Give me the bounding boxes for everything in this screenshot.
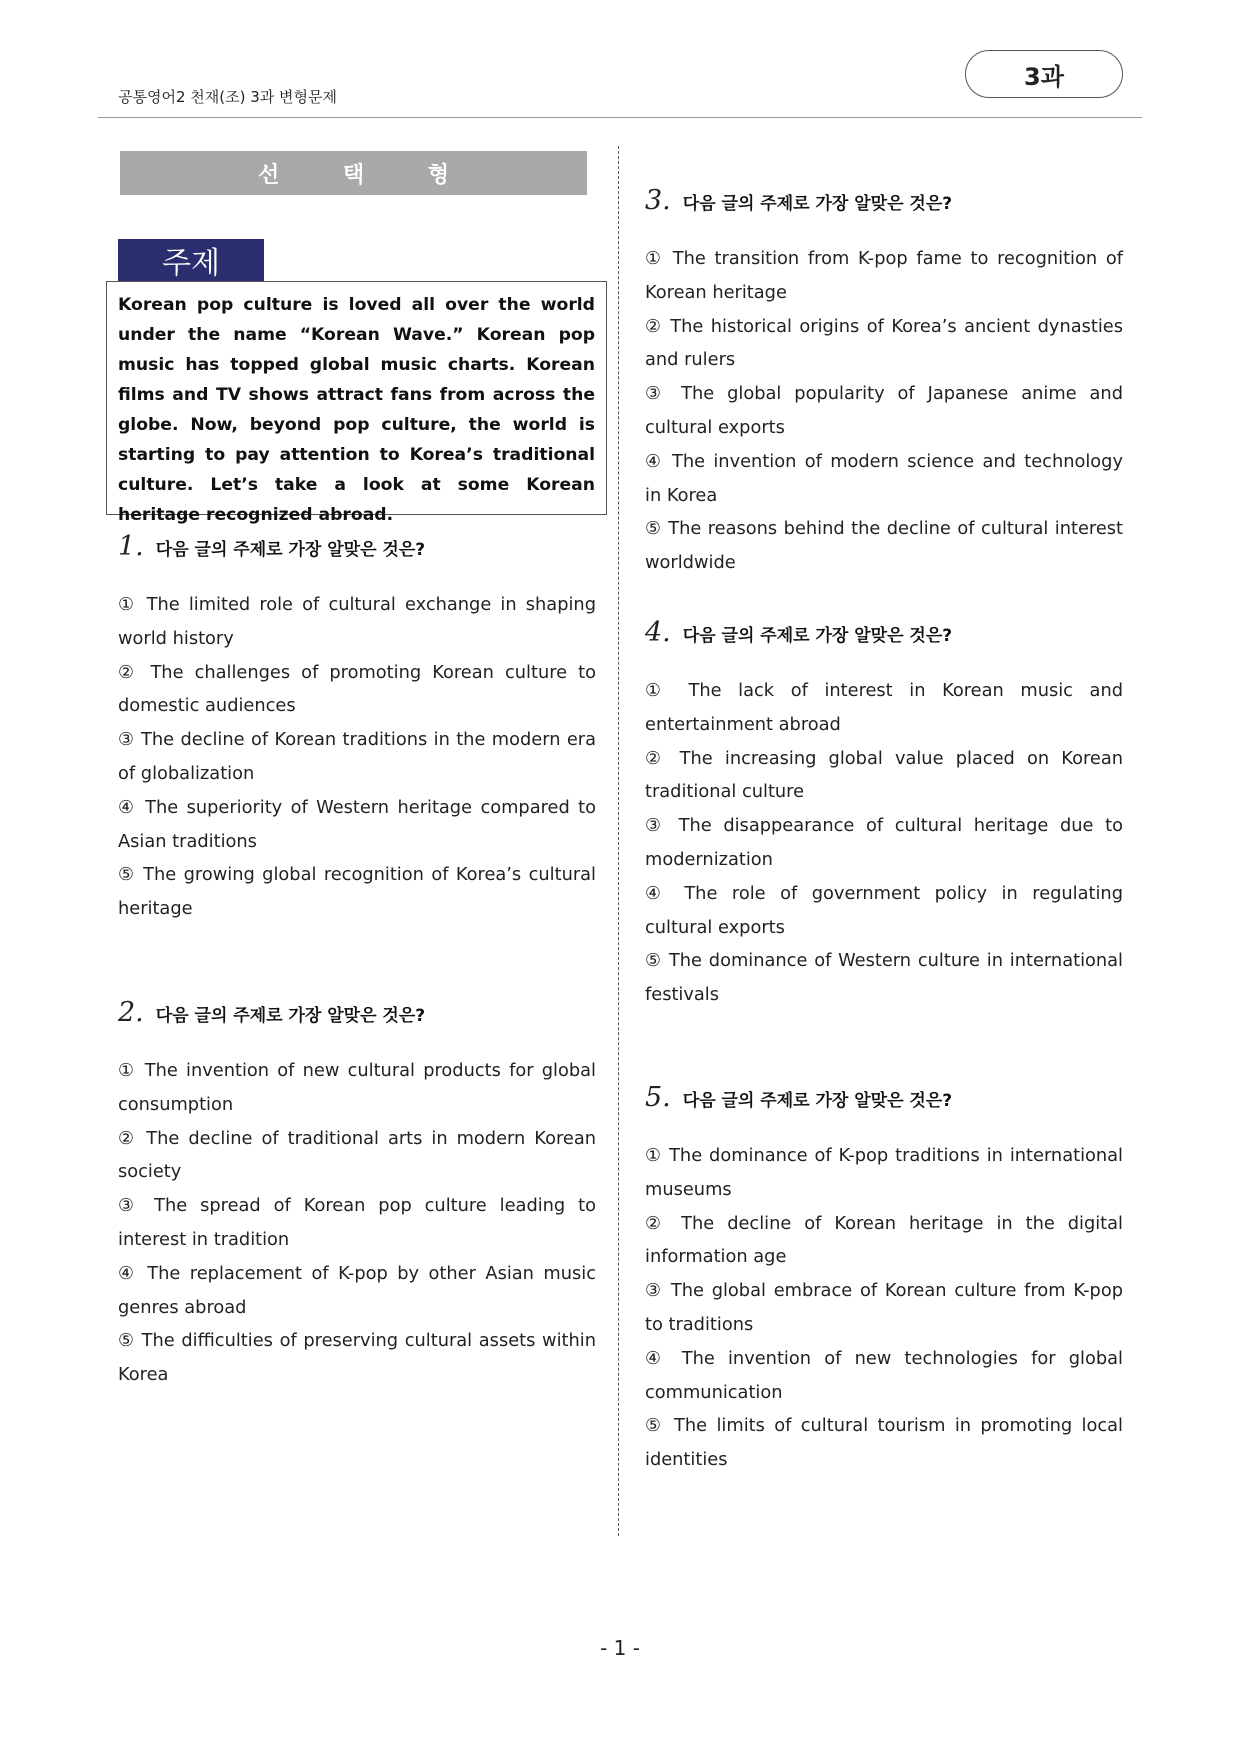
lesson-badge: 3과	[965, 50, 1123, 98]
option-4[interactable]: ④ The replacement of K-pop by other Asian music genres abroad	[118, 1262, 596, 1318]
option-4[interactable]: ④ The invention of modern science and technology in Korea	[645, 450, 1123, 506]
question-header	[645, 1082, 1123, 1122]
question-number: 4.	[645, 617, 671, 648]
option-3[interactable]: ③ The global embrace of Korean culture from K-pop to traditions	[645, 1280, 1123, 1335]
column-divider	[618, 146, 619, 1536]
option-list	[645, 674, 1123, 1012]
option-3[interactable]: ③ The disappearance of cultural heritage due to modernization	[645, 815, 1123, 870]
option-4[interactable]: ④ The role of government policy in regulating cultural exports	[645, 882, 1123, 938]
page-number: - 1 -	[600, 1636, 640, 1660]
option-5[interactable]: ⑤ The dominance of Western culture in international festivals	[645, 950, 1123, 1006]
option-2[interactable]: ② The decline of traditional arts in modern Korean society	[118, 1127, 596, 1183]
option-list	[118, 1054, 596, 1392]
passage-box	[106, 281, 607, 525]
option-list	[645, 242, 1123, 580]
option-1[interactable]: ① The lack of interest in Korean music and entertainment abroad	[645, 680, 1123, 735]
question-prompt: 다음 글의 주제로 가장 알맞은 것은?	[682, 626, 953, 646]
option-5[interactable]: ⑤ The reasons behind the decline of cultural interest worldwide	[645, 518, 1123, 574]
option-3[interactable]: ③ The decline of Korean traditions in the modern era of globalization	[118, 729, 596, 784]
question-number: 2.	[118, 997, 144, 1028]
question-number: 5.	[645, 1082, 671, 1113]
option-2[interactable]: ② The decline of Korean heritage in the digital information age	[645, 1212, 1123, 1268]
option-5[interactable]: ⑤ The limits of cultural tourism in promoting local identities	[645, 1415, 1123, 1471]
question-1	[118, 531, 596, 926]
option-2[interactable]: ② The challenges of promoting Korean culture to domestic audiences	[118, 661, 596, 717]
option-4[interactable]: ④ The superiority of Western heritage compared to Asian traditions	[118, 796, 596, 852]
question-prompt: 다음 글의 주제로 가장 알맞은 것은?	[155, 540, 426, 560]
option-1[interactable]: ① The invention of new cultural products for global consumption	[118, 1060, 596, 1115]
question-prompt: 다음 글의 주제로 가장 알맞은 것은?	[155, 1006, 426, 1026]
option-4[interactable]: ④ The invention of new technologies for global communication	[645, 1347, 1123, 1403]
question-5	[645, 1082, 1123, 1477]
option-5[interactable]: ⑤ The growing global recognition of Korea’s cultural heritage	[118, 864, 596, 920]
question-type-banner: 선 택 형	[120, 151, 587, 195]
option-1[interactable]: ① The transition from K-pop fame to recognition of Korean heritage	[645, 248, 1123, 303]
question-3	[645, 185, 1123, 580]
question-2	[118, 997, 596, 1392]
option-2[interactable]: ② The increasing global value placed on Korean traditional culture	[645, 747, 1123, 803]
document-title: 공통영어2 천재(조) 3과 변형문제	[118, 88, 337, 106]
question-4	[645, 617, 1123, 1012]
topic-tag: 주제	[118, 239, 264, 281]
header-divider	[98, 117, 1142, 118]
option-1[interactable]: ① The dominance of K-pop traditions in international museums	[645, 1145, 1123, 1200]
option-3[interactable]: ③ The spread of Korean pop culture leading to interest in tradition	[118, 1195, 596, 1250]
question-number: 3.	[645, 185, 671, 216]
passage-text: Korean pop culture is loved all over the world under the name “Korean Wave.” Korean pop music has topped global music charts. Korean films and TV shows attract fans from across the globe. Now, beyond pop culture, the world is starting to pay attention to Korea’s traditional culture. Let’s take a look at some Korean heritage recognized abroad.	[118, 295, 595, 525]
question-header	[645, 185, 1123, 225]
question-header	[118, 997, 596, 1037]
option-2[interactable]: ② The historical origins of Korea’s ancient dynasties and rulers	[645, 315, 1123, 371]
option-3[interactable]: ③ The global popularity of Japanese anime and cultural exports	[645, 383, 1123, 438]
option-list	[645, 1139, 1123, 1477]
question-prompt: 다음 글의 주제로 가장 알맞은 것은?	[682, 194, 953, 214]
question-prompt: 다음 글의 주제로 가장 알맞은 것은?	[682, 1091, 953, 1111]
question-header	[645, 617, 1123, 657]
option-5[interactable]: ⑤ The difficulties of preserving cultural assets within Korea	[118, 1330, 596, 1386]
question-number: 1.	[118, 531, 144, 562]
option-1[interactable]: ① The limited role of cultural exchange in shaping world history	[118, 594, 596, 649]
question-header	[118, 531, 596, 571]
option-list	[118, 588, 596, 926]
